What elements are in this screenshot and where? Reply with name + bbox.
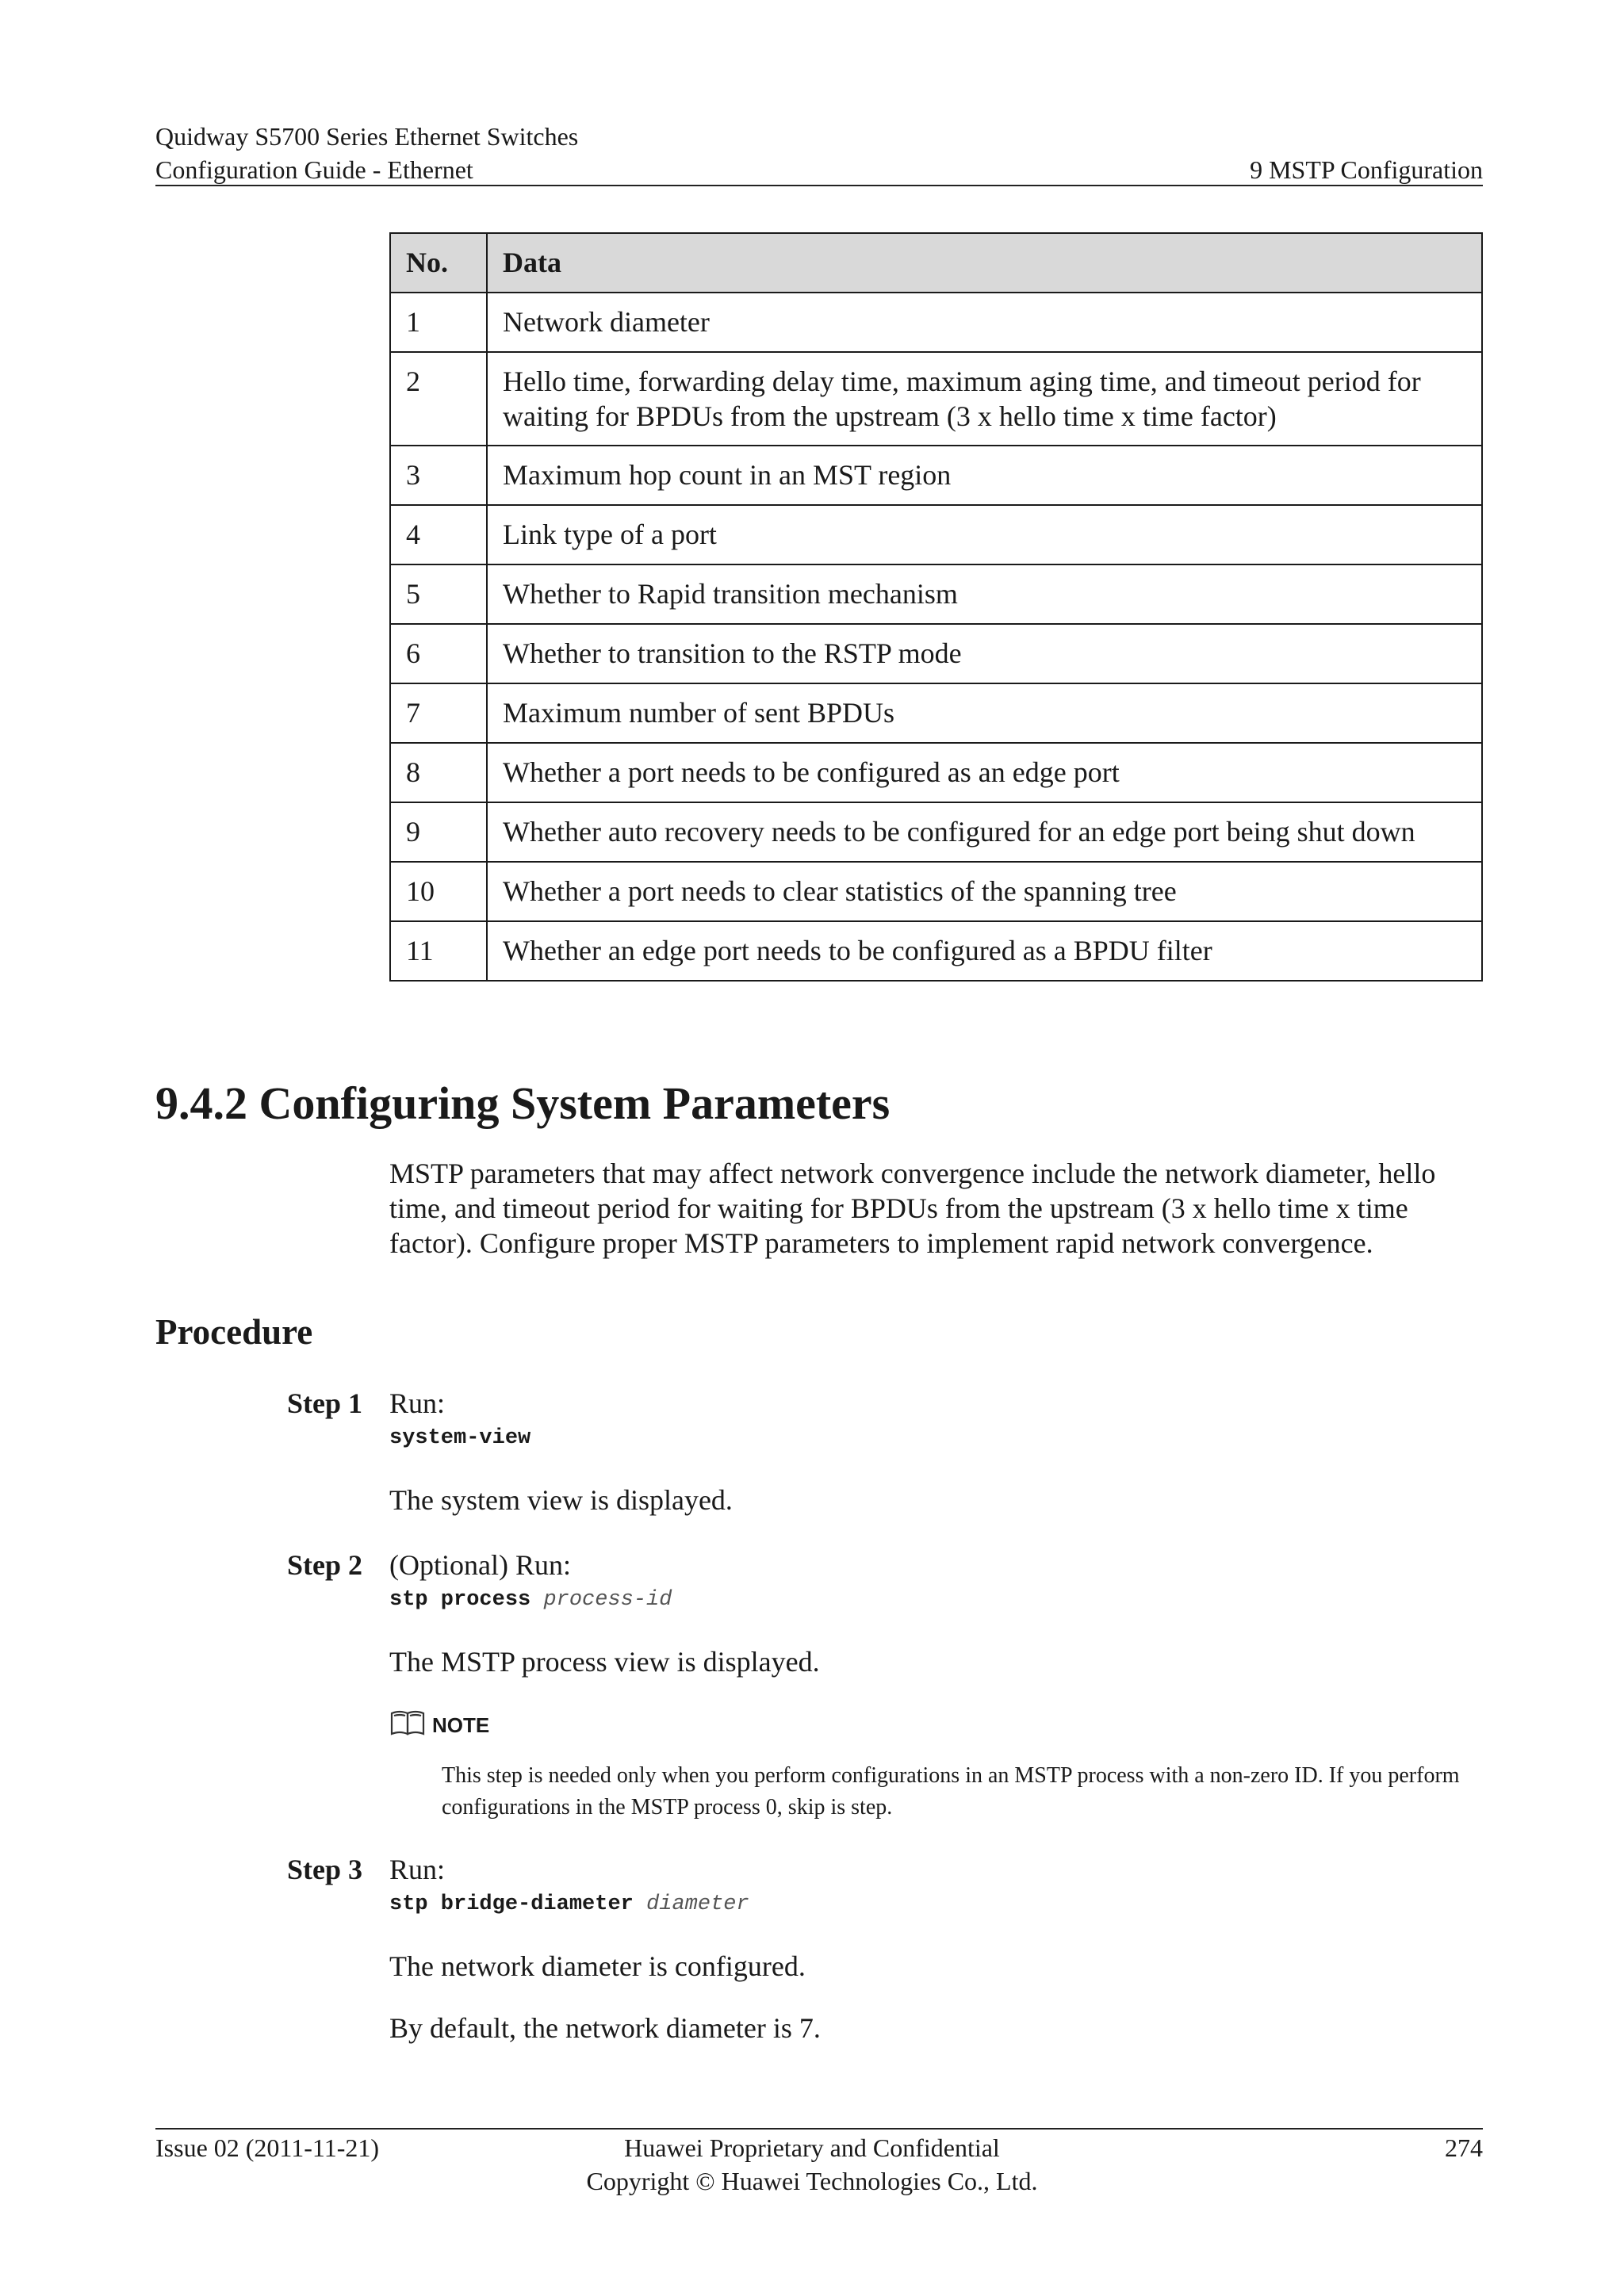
table-row <box>390 564 1482 624</box>
step-3-command <box>389 1891 749 1918</box>
note-header <box>389 1709 489 1742</box>
note-label: NOTE <box>432 1713 490 1737</box>
table-row <box>390 352 1482 446</box>
row-number: 2 <box>390 352 487 446</box>
command-keyword: system-view <box>389 1426 531 1450</box>
row-data: Whether to Rapid transition mechanism <box>487 564 1482 624</box>
row-data: Link type of a port <box>487 505 1482 564</box>
row-number: 6 <box>390 624 487 683</box>
table-row <box>390 743 1482 802</box>
row-data: Whether a port needs to clear statistics of the spanning tree <box>487 862 1482 921</box>
table-row <box>390 446 1482 505</box>
row-data: Hello time, forwarding delay time, maximum aging time, and timeout period for waiting for BPDUs from the upstream (3 x hello time x time factor) <box>487 352 1482 446</box>
procedure-title: Procedure <box>155 1312 313 1352</box>
row-data: Whether auto recovery needs to be configured for an edge port being shut down <box>487 802 1482 862</box>
table-row <box>390 862 1482 921</box>
note-text: This step is needed only when you perform configurations in an MSTP process with a non-zero ID. If you perform configurations in the MSTP process 0, skip is step. <box>442 1763 1460 1820</box>
table-row <box>390 293 1482 352</box>
row-number: 8 <box>390 743 487 802</box>
row-number: 3 <box>390 446 487 505</box>
table-row <box>390 683 1482 743</box>
footer-divider <box>155 2128 1483 2130</box>
footer-copyright: Copyright © Huawei Technologies Co., Ltd. <box>586 2167 1038 2195</box>
header-guide: Configuration Guide - Ethernet <box>155 155 473 184</box>
data-table <box>389 232 1483 982</box>
step-2-label: Step 2 <box>287 1549 363 1581</box>
table-row <box>390 921 1482 981</box>
step-2-run: (Optional) Run: <box>389 1549 571 1581</box>
row-data: Whether to transition to the RSTP mode <box>487 624 1482 683</box>
row-data: Network diameter <box>487 293 1482 352</box>
step-3-label: Step 3 <box>287 1854 363 1885</box>
footer-center <box>0 2131 1624 2198</box>
step-1-label: Step 1 <box>287 1387 363 1419</box>
command-keyword: stp bridge-diameter <box>389 1892 634 1916</box>
table-header-data: Data <box>487 233 1482 293</box>
step-3-run: Run: <box>389 1854 446 1885</box>
row-number: 5 <box>390 564 487 624</box>
row-number: 11 <box>390 921 487 981</box>
table-header-no: No. <box>390 233 487 293</box>
step-3-description: The network diameter is configured. <box>389 1950 806 1982</box>
section-title: 9.4.2 Configuring System Parameters <box>155 1077 891 1129</box>
row-number: 7 <box>390 683 487 743</box>
command-argument: process-id <box>543 1588 672 1612</box>
row-data: Maximum hop count in an MST region <box>487 446 1482 505</box>
command-argument: diameter <box>646 1892 749 1916</box>
footer-confidential: Huawei Proprietary and Confidential <box>624 2133 1000 2162</box>
header-product: Quidway S5700 Series Ethernet Switches <box>155 122 579 151</box>
row-number: 10 <box>390 862 487 921</box>
row-data: Whether a port needs to be configured as an edge port <box>487 743 1482 802</box>
step-2-command <box>389 1586 672 1613</box>
table-row <box>390 505 1482 564</box>
step-2-description: The MSTP process view is displayed. <box>389 1646 820 1678</box>
step-1-run: Run: <box>389 1387 446 1419</box>
step-1-command <box>389 1425 530 1452</box>
header-chapter: 9 MSTP Configuration <box>1250 155 1483 184</box>
table-header-row <box>390 233 1482 293</box>
page-number: 274 <box>1445 2133 1483 2162</box>
table-row <box>390 624 1482 683</box>
row-data: Whether an edge port needs to be configured as a BPDU filter <box>487 921 1482 981</box>
row-data: Maximum number of sent BPDUs <box>487 683 1482 743</box>
step-3-default-note: By default, the network diameter is 7. <box>389 2012 821 2044</box>
step-1-description: The system view is displayed. <box>389 1484 733 1516</box>
table-row <box>390 802 1482 862</box>
footer-issue: Issue 02 (2011-11-21) <box>155 2133 380 2162</box>
header-divider <box>155 185 1483 186</box>
book-icon <box>389 1709 432 1742</box>
section-intro: MSTP parameters that may affect network convergence include the network diameter, hello time, and timeout period for waiting for BPDUs from the upstream (3 x hello time x time factor). Configure proper MSTP parameters to implement rapid network convergence. <box>389 1158 1436 1259</box>
row-number: 1 <box>390 293 487 352</box>
row-number: 4 <box>390 505 487 564</box>
row-number: 9 <box>390 802 487 862</box>
command-keyword: stp process <box>389 1588 531 1612</box>
header-row <box>155 154 1483 186</box>
